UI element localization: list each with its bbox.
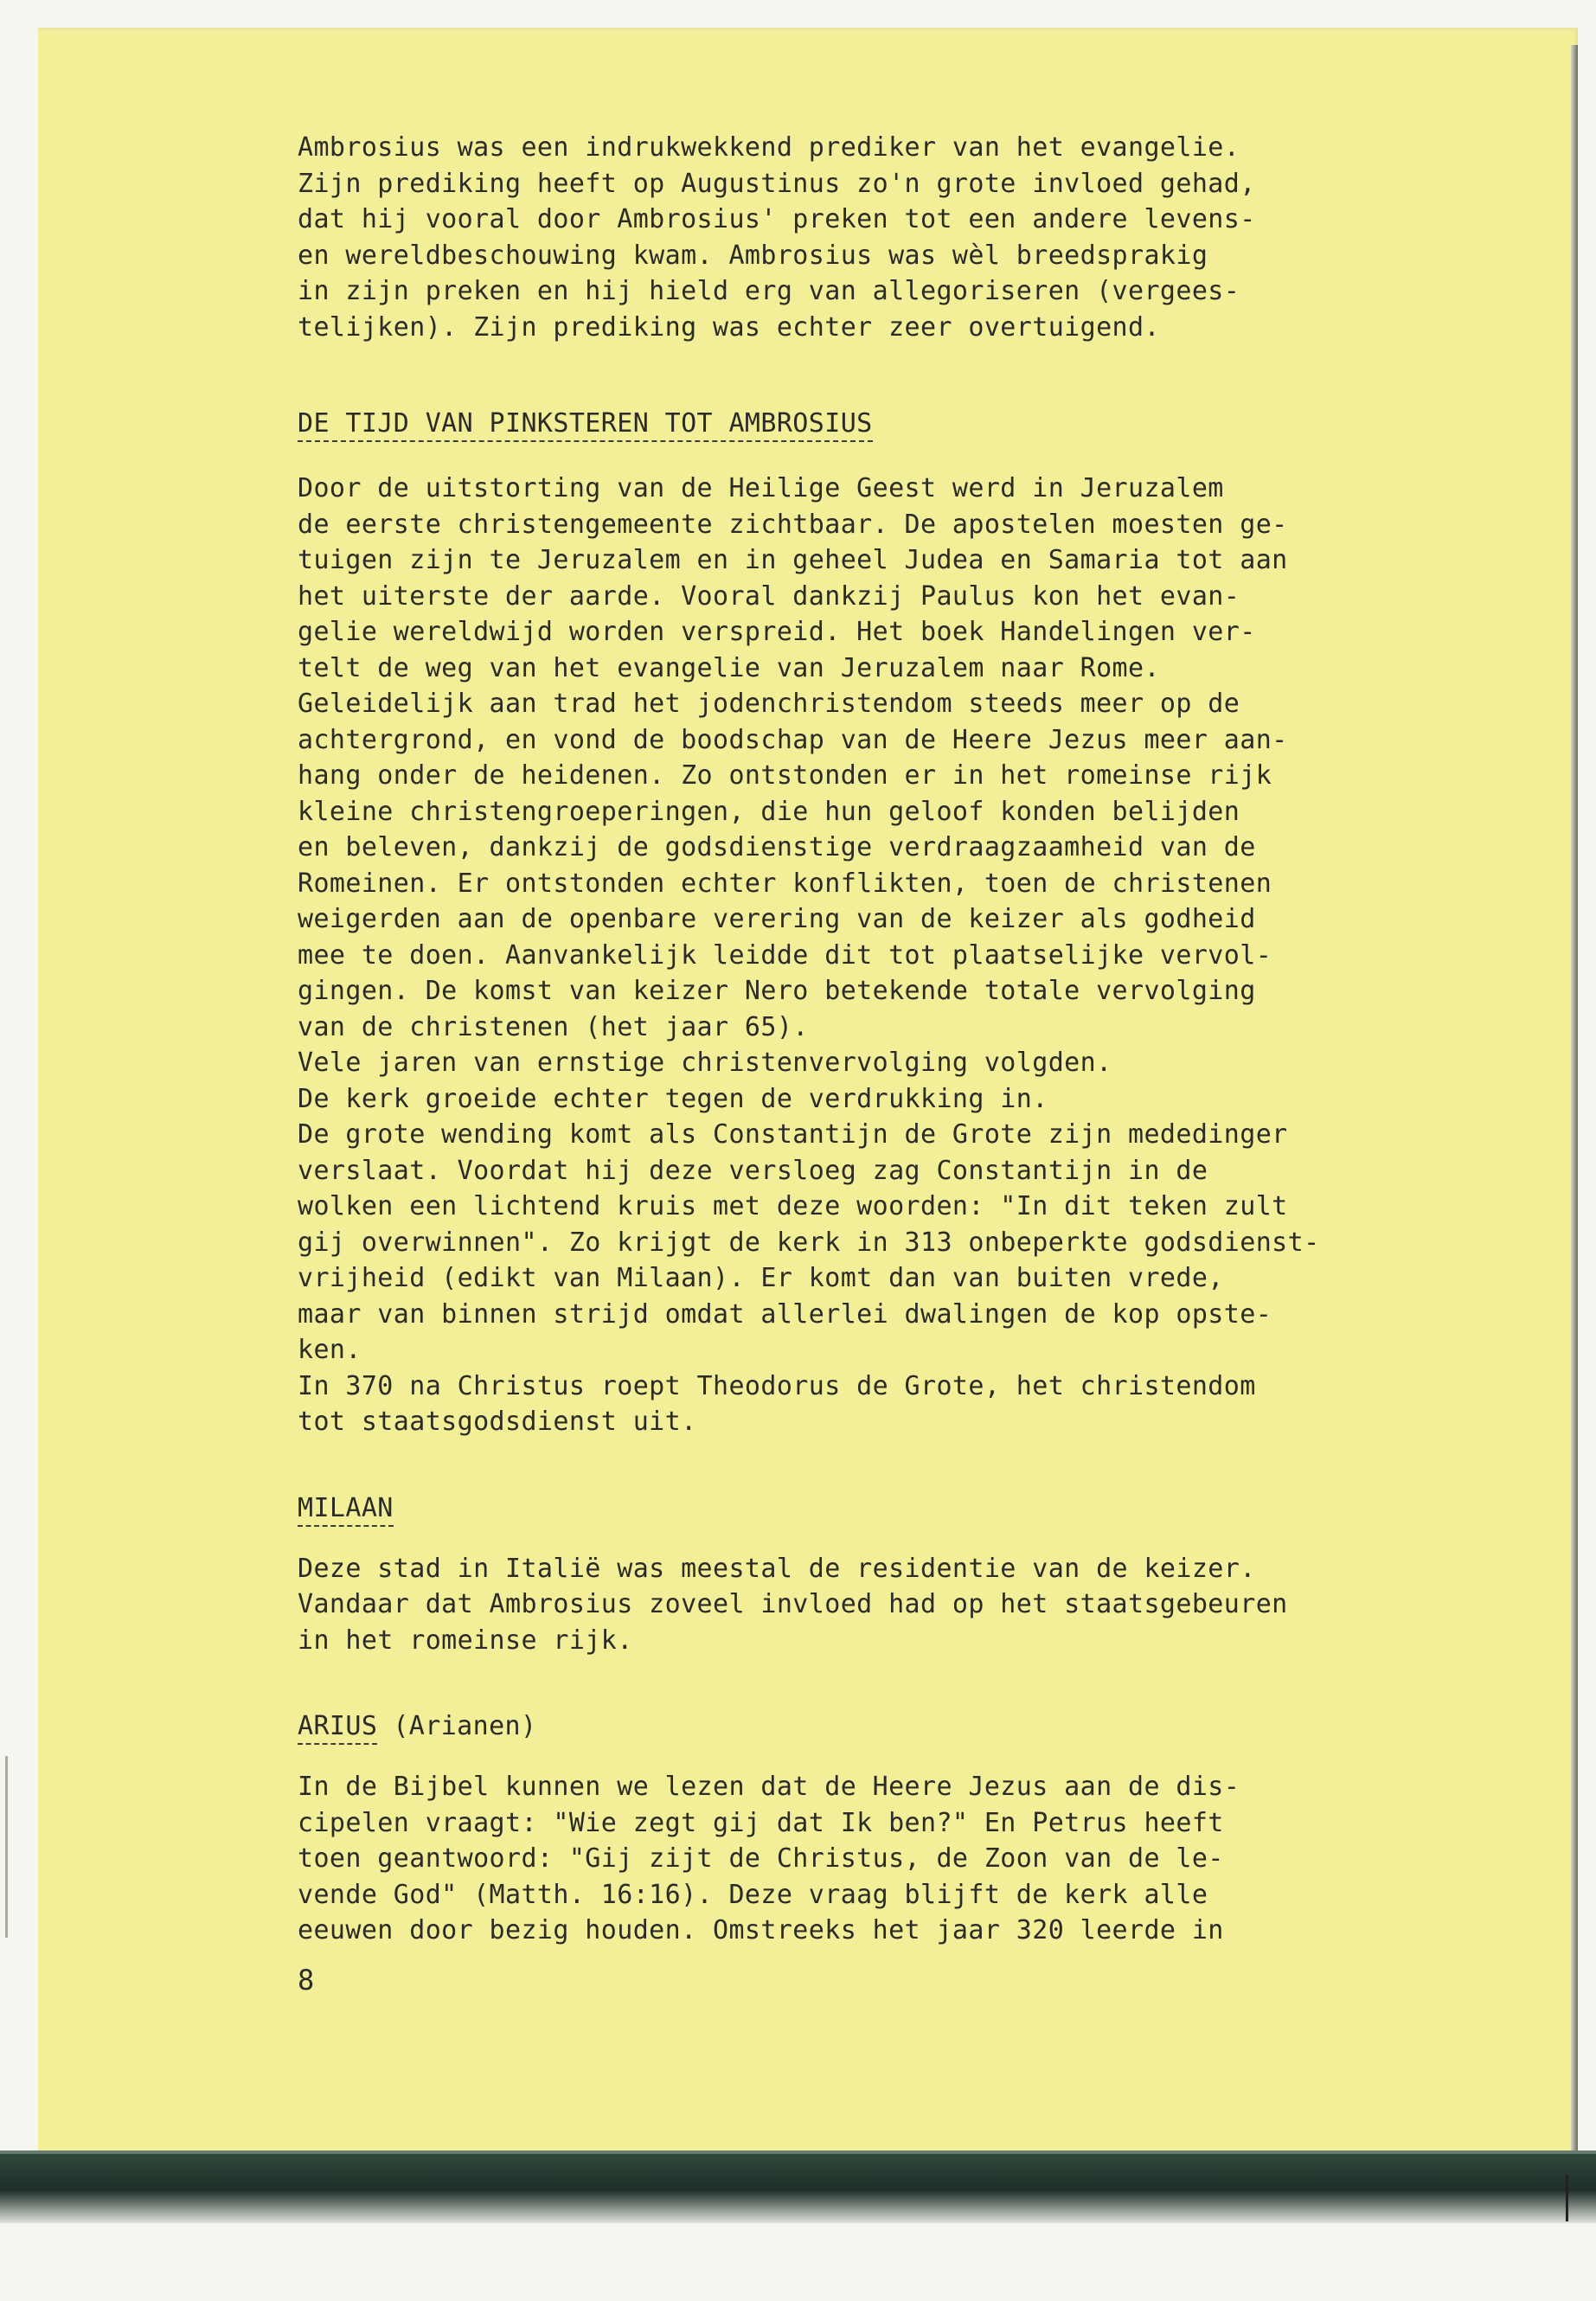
section-heading-row-milaan: [298, 1490, 1526, 1527]
scanner-bottom-band: [0, 2150, 1596, 2223]
page-content: [298, 130, 1526, 1949]
document-page: [38, 28, 1578, 2182]
section-body-pinksteren: Door de uitstorting van de Heilige Geest werd in Jeruzalem de eerste christengemeente zichtbaar. De apostelen moesten ge- tuigen zijn te Jeruzalem en in geheel Judea en Samaria tot aan het uiterste der aarde. Vooral dankzij Paulus kon het evan- gelie wereldwijd worden verspreid. Het boek Handelingen ver- telt de weg van het evangelie van Jeruzalem naar Rome. Geleidelijk aan trad het jodenchristendom steeds meer op de achtergrond, en vond de boodschap van de Heere Jezus meer aan- hang onder de heidenen. Zo ontstonden er in het romeinse rijk kleine christengroeperingen, die hun geloof konden belijden en beleven, dankzij de godsdienstige verdraagzaamheid van de Romeinen. Er ontstonden echter konflikten, toen de christenen weigerden aan de openbare verering van de keizer als godheid mee te doen. Aanvankelijk leidde dit tot plaatselijke vervol- gingen. De komst van keizer Nero betekende totale vervolging van de christenen (het jaar 65). Vele jaren van ernstige christenvervolging volgden. De kerk groeide echter tegen de verdrukking in. De grote wending komt als Constantijn de Grote zijn mededinger verslaat. Voordat hij deze versloeg zag Constantijn in de wolken een lichtend kruis met deze woorden: "In dit teken zult gij overwinnen". Zo krijgt de kerk in 313 onbeperkte godsdienst- vrijheid (edikt van Milaan). Er komt dan van buiten vrede, maar van binnen strijd omdat allerlei dwalingen de kop opste- ken. In 370 na Christus roept Theodorus de Grote, het christendom tot staatsgodsdienst uit.: [298, 473, 1320, 1437]
page-number: 8: [298, 1964, 315, 1997]
section-body-arius: In de Bijbel kunnen we lezen dat de Heere Jezus aan de dis- cipelen vraagt: "Wie zegt gij dat Ik ben?" En Petrus heeft toen geantwoord: "Gij zijt de Christus, de Zoon van de le- vende God" (Matth. 16:16). Deze vraag blijft de kerk alle eeuwen door bezig houden. Omstreeks het jaar 320 leerde in: [298, 1772, 1240, 1945]
section-heading-row-arius: [298, 1708, 1526, 1745]
scan-dark-line: [1566, 2175, 1568, 2221]
scan-margin-mark: [5, 1756, 8, 1938]
section-heading-pinksteren: DE TIJD VAN PINKSTEREN TOT AMBROSIUS: [298, 409, 873, 442]
section-body-milaan: Deze stad in Italië was meestal de residentie van de keizer. Vandaar dat Ambrosius zoveel invloed had op het staatsgebeuren in het romeinse rijk.: [298, 1553, 1288, 1656]
page-edge: [1571, 45, 1578, 2182]
section-heading-arius: ARIUS: [298, 1712, 377, 1745]
section-heading-milaan: MILAAN: [298, 1494, 394, 1527]
section-heading-arius-suffix: (Arianen): [393, 1711, 537, 1741]
intro-paragraph: Ambrosius was een indrukwekkend prediker van het evangelie. Zijn prediking heeft op Augustinus zo'n grote invloed gehad, dat hij vooral door Ambrosius' preken tot een andere levens- en wereldbeschouwing kwam. Ambrosius was wèl breedsprakig in zijn preken en hij hield erg van allegoriseren (vergees- telijken). Zijn prediking was echter zeer overtuigend.: [298, 132, 1256, 343]
